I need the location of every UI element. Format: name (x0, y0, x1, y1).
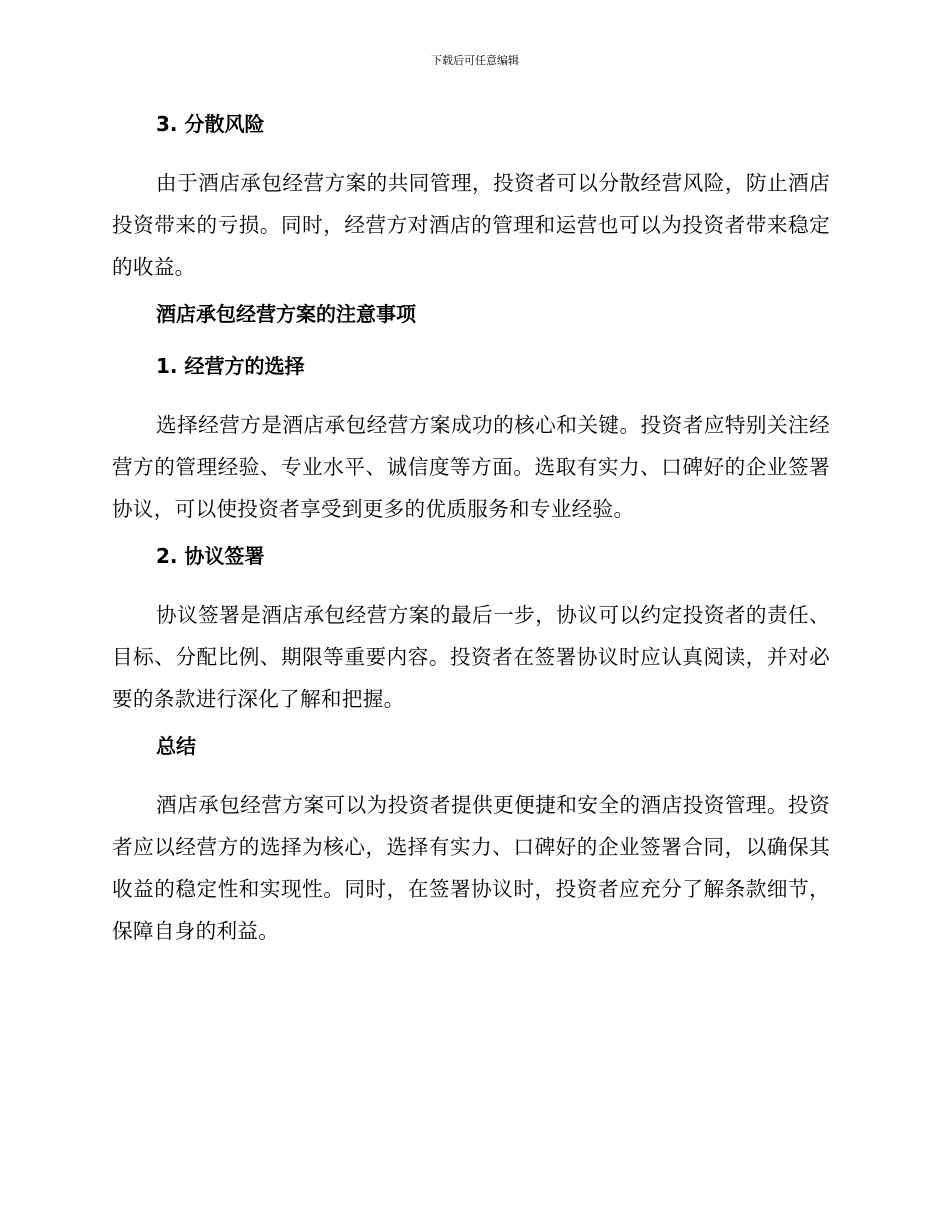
paragraph-operator-selection: 选择经营方是酒店承包经营方案成功的核心和关键。投资者应特别关注经营方的管理经验、专业水平、诚信度等方面。选取有实力、口碑好的企业签署协议，可以使投资者享受到更多的优质服务和专业经验。 (112, 413, 830, 521)
document-body (112, 110, 830, 964)
page-header: 下载后可任意编辑 (431, 54, 519, 67)
section-heading-summary: 总结 (156, 734, 196, 758)
section-heading-diversify-risk: 3. 分散风险 (156, 112, 265, 136)
section-heading-operator-selection: 1. 经营方的选择 (156, 354, 305, 378)
section-heading-precautions: 酒店承包经营方案的注意事项 (156, 302, 416, 326)
paragraph-agreement-signing: 协议签署是酒店承包经营方案的最后一步，协议可以约定投资者的责任、目标、分配比例、期限等重要内容。投资者在签署协议时应认真阅读，并对必要的条款进行深化了解和把握。 (112, 603, 830, 711)
section-heading-agreement-signing: 2. 协议签署 (156, 544, 265, 568)
paragraph-diversify-risk: 由于酒店承包经营方案的共同管理，投资者可以分散经营风险，防止酒店投资带来的亏损。同时，经营方对酒店的管理和运营也可以为投资者带来稳定的收益。 (112, 171, 830, 279)
paragraph-summary: 酒店承包经营方案可以为投资者提供更便捷和安全的酒店投资管理。投资者应以经营方的选择为核心，选择有实力、口碑好的企业签署合同，以确保其收益的稳定性和实现性。同时，在签署协议时，投资者应充分了解条款细节，保障自身的利益。 (112, 793, 830, 943)
